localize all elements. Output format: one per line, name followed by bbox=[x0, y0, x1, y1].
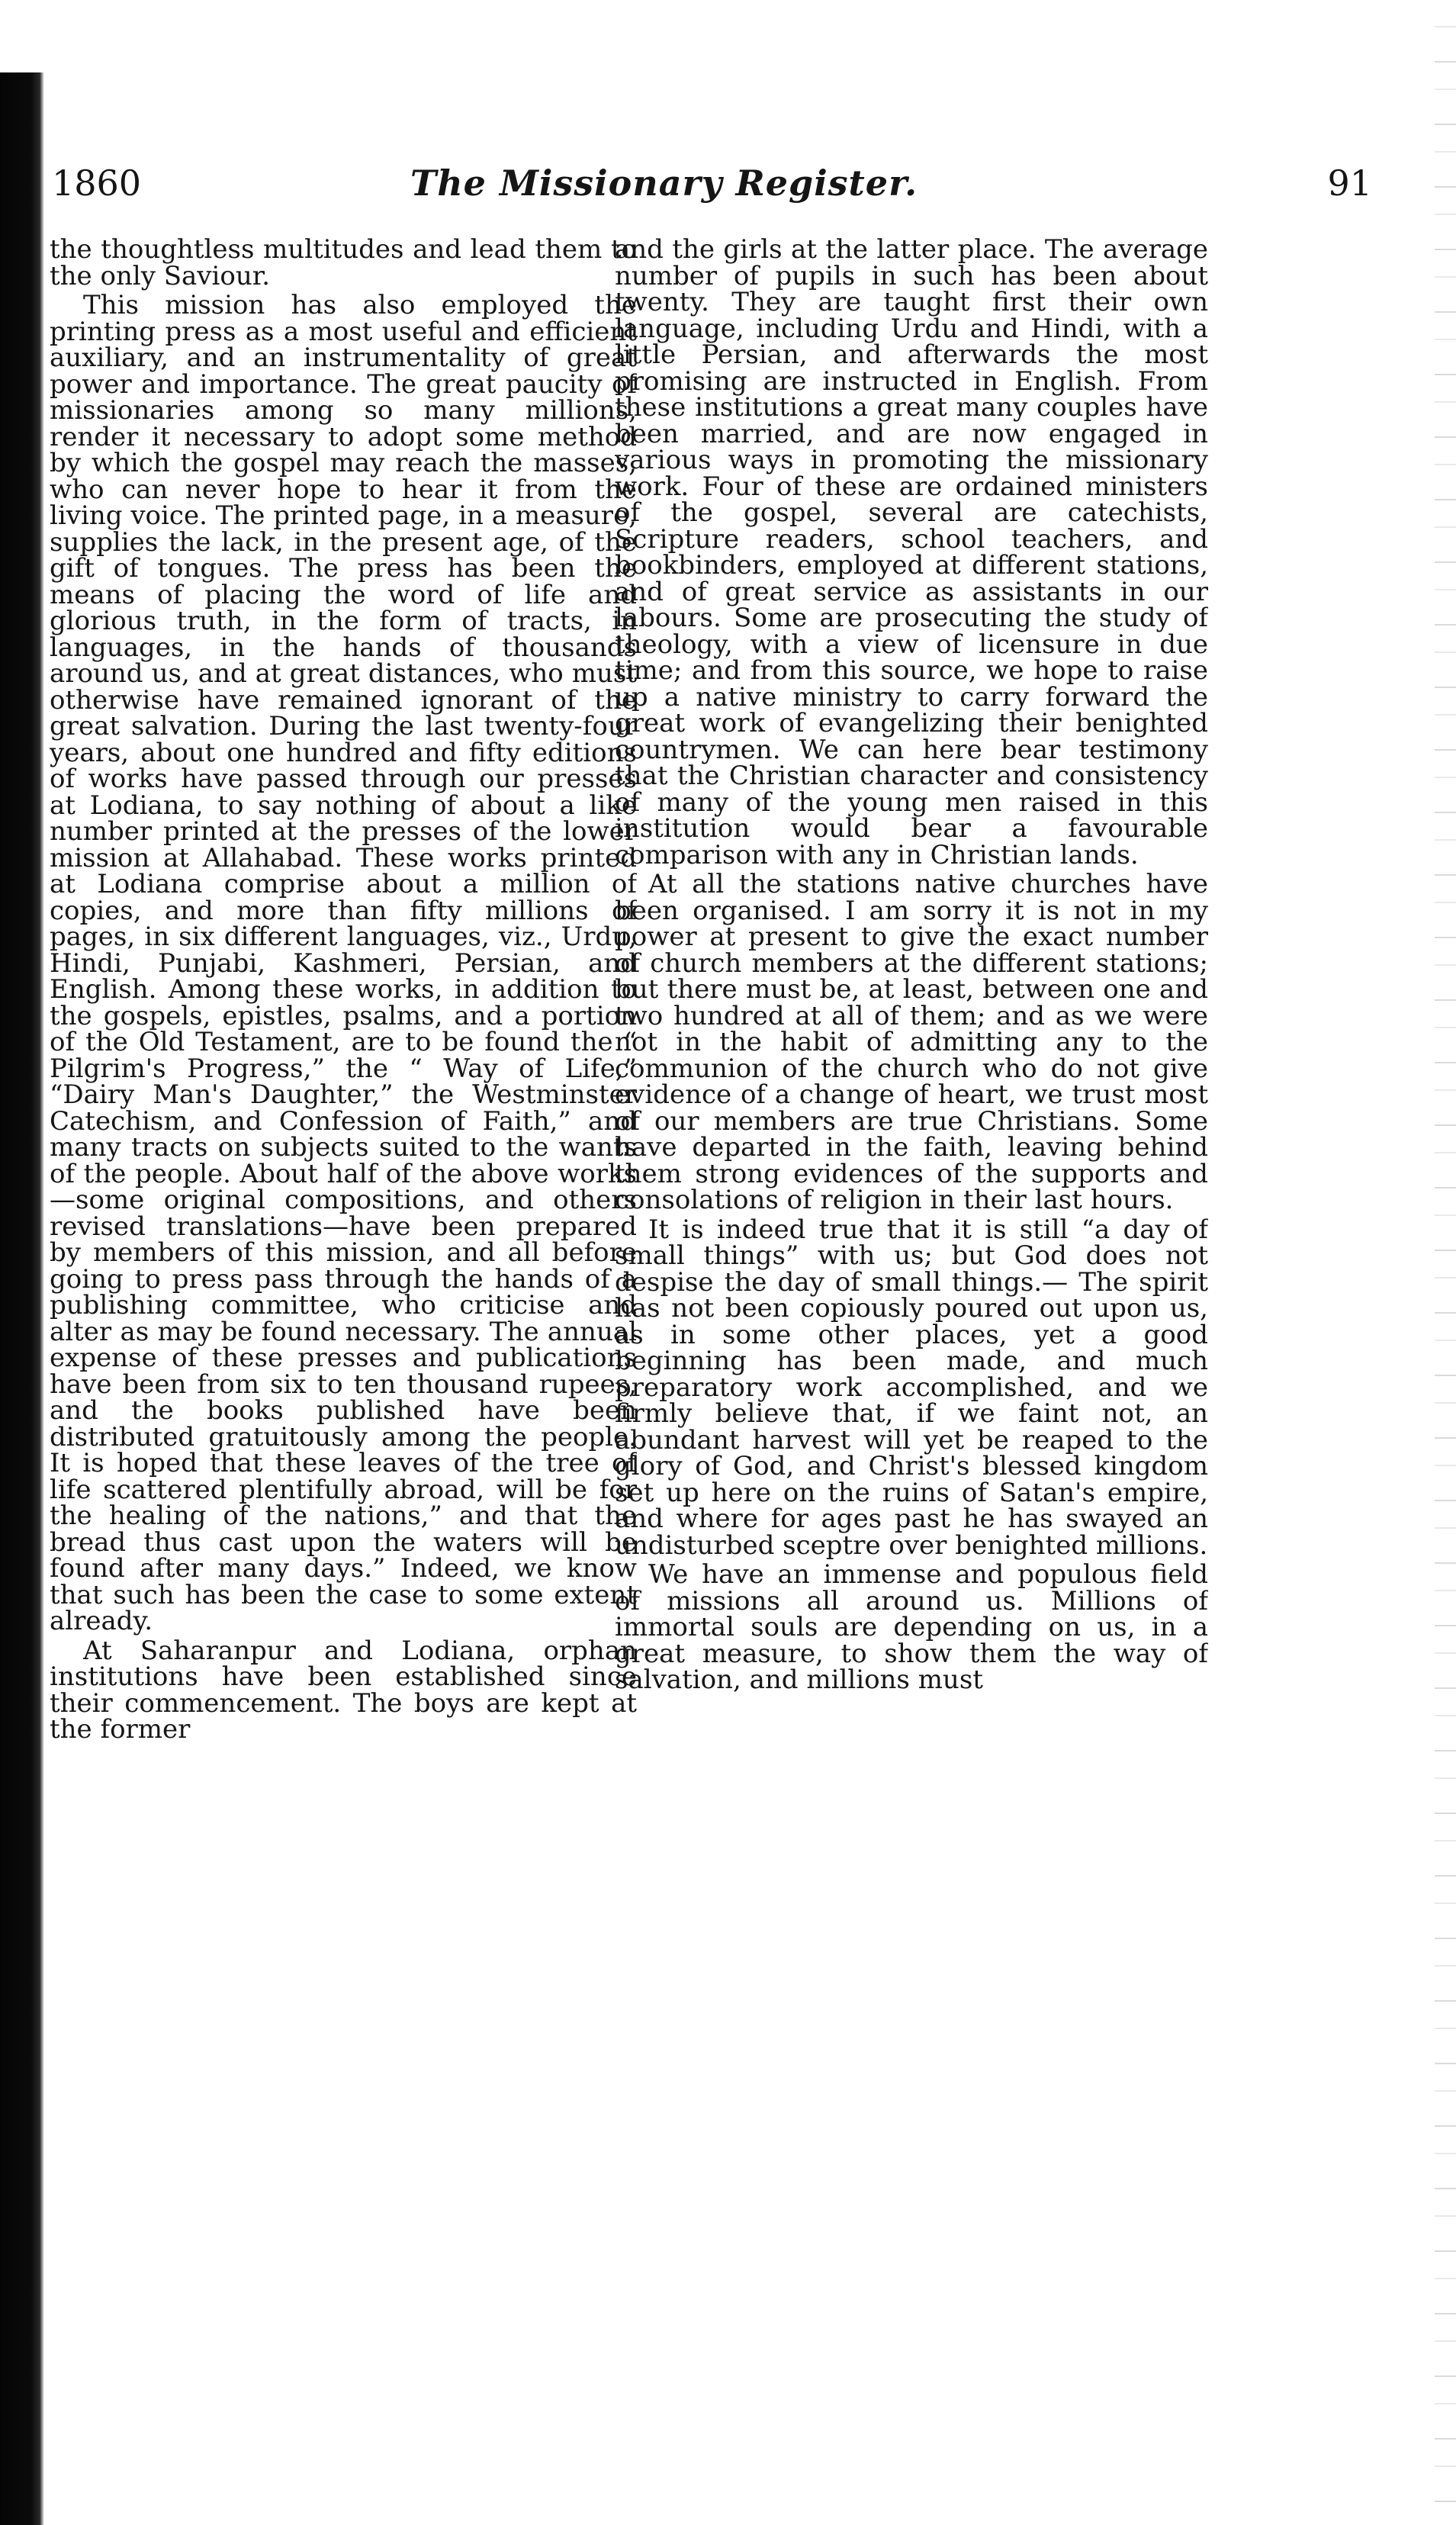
paragraph: This mission has also employed the printing press as a most useful and efficient auxiliary, and an instrumentality of great power and importance. The great paucity of missionaries among so many millions, render it necessary to adopt some method by which the gospel may reach the masses, who can never hope to hear it from the living voice. The printed page, in a measure, supplies the lack, in the present age, of the gift of tongues. The press has been the means of placing the word of life and glorious truth, in the form of tracts, in languages, in the hands of thousands around us, and at great distances, who must otherwise have remained ignorant of the great salvation. During the last twenty-four years, about one hundred and fifty editions of works have passed through our presses at Lodiana, to say nothing of about a like number printed at the presses of the lower mission at Allahabad. These works printed at Lodiana comprise about a million of copies, and more than fifty millions of pages, in six different languages, viz., Urdu, Hindi, Punjabi, Kashmeri, Persian, and English. Among these works, in addition to the gospels, epistles, psalms, and a portion of the Old Testament, are to be found the “ Pilgrim's Progress,” the “ Way of Life,” “Dairy Man's Daughter,” the Westminster Catechism, and Confession of Faith,” and many tracts on subjects suited to the wants of the people. About half of the above works—some original compositions, and others revised translations—have been prepared by members of this mission, and all before going to press pass through the hands of a publishing committee, who criticise and alter as may be found necessary. The annual expense of these presses and publications have been from six to ten thousand rupees, and the books published have been distributed gratuitously among the people. It is hoped that these leaves of the tree of life scattered plentifully abroad, will be for the healing of the nations,” and that the bread thus cast upon the waters will be found after many days.” Indeed, we know that such has been the case to some extent already. bbox=[50, 290, 637, 1636]
binding-shadow bbox=[0, 72, 44, 2525]
paragraph: At all the stations native churches have been organised. I am sorry it is not in my power at present to give the exact number of church members at the different stations; but there must be, at least, between one and two hundred at all of them; and as we were not in the habit of admitting any to the communion of the church who do not give evidence of a change of heart, we trust most of our members are true Christians. Some have departed in the faith, leaving behind them strong evidences of the supports and consolations of religion in their last hours. bbox=[615, 869, 1208, 1215]
page-number: 91 bbox=[1327, 162, 1372, 204]
journal-title: The Missionary Register. bbox=[410, 162, 918, 204]
page-edge bbox=[1435, 0, 1456, 2525]
right-column bbox=[615, 236, 1208, 2449]
header-year: 1860 bbox=[52, 162, 142, 204]
paragraph: At Saharanpur and Lodiana, orphan institutions have been established since their commencement. The boys are kept at the former bbox=[50, 1635, 637, 1745]
paragraph: We have an immense and populous field of missions all around us. Millions of immortal souls are depending on us, in a great measure, to show them the way of salvation, and millions must bbox=[615, 1559, 1208, 1695]
page-header bbox=[52, 149, 1403, 217]
paragraph: and the girls at the latter place. The average number of pupils in such has been about twenty. They are taught first their own language, including Urdu and Hindi, with a little Persian, and afterwards the most promising are instructed in English. From these institutions a great many couples have been married, and are now engaged in various ways in promoting the missionary work. Four of these are ordained ministers of the gospel, several are catechists, Scripture readers, school teachers, and bookbinders, employed at different stations, and of great service as assistants in our labours. Some are prosecuting the study of theology, with a view of licensure in due time; and from this source, we hope to raise up a native ministry to carry forward the great work of evangelizing their benighted countrymen. We can here bear testimony that the Christian character and consistency of many of the young men raised in this institution would bear a favourable comparison with any in Christian lands. bbox=[615, 236, 1208, 870]
paragraph: the thoughtless multitudes and lead them to the only Saviour. bbox=[50, 236, 637, 291]
paragraph: It is indeed true that it is still “a day of small things” with us; but God does not despise the day of small things.— The spirit has not been copiously poured out upon us, as in some other places, yet a good beginning has been made, and much preparatory work accomplished, and we firmly believe that, if we faint not, an abundant harvest will yet be reaped to the glory of God, and Christ's blessed kingdom set up here on the ruins of Satan's empire, and where for ages past he has swayed an undisturbed sceptre over benighted millions. bbox=[615, 1214, 1208, 1561]
left-column bbox=[50, 236, 637, 2449]
